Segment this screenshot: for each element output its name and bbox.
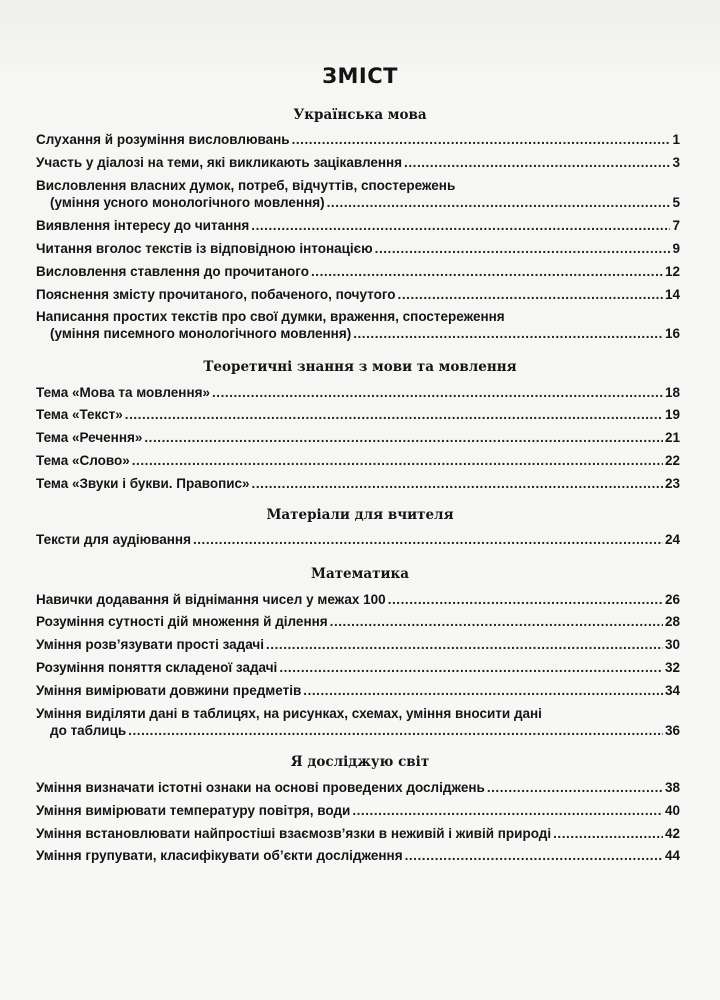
toc-entry[interactable] bbox=[36, 591, 680, 608]
dot-leader bbox=[404, 154, 670, 171]
page-title: ЗМІСТ bbox=[322, 64, 398, 88]
toc-entry[interactable] bbox=[36, 682, 680, 699]
toc-entry-text: Тема «Речення» bbox=[36, 430, 143, 445]
dot-leader bbox=[212, 384, 663, 401]
dot-leader bbox=[193, 531, 663, 548]
toc-entry-page: 32 bbox=[664, 660, 680, 675]
section-heading: Українська мова bbox=[293, 107, 427, 123]
toc-entry-page: 30 bbox=[664, 637, 680, 652]
toc-entry-text: Розуміння поняття складеної задачі bbox=[36, 660, 278, 675]
dot-leader bbox=[352, 802, 663, 819]
dot-leader bbox=[311, 263, 663, 280]
toc-entry[interactable] bbox=[36, 263, 680, 280]
section-heading: Матеріали для вчителя bbox=[266, 507, 454, 523]
toc-entry-page: 40 bbox=[664, 803, 680, 818]
section-heading: Теоретичні знання з мови та мовлення bbox=[203, 359, 517, 375]
toc-entry-page: 21 bbox=[664, 430, 680, 445]
toc-entry-page: 42 bbox=[664, 826, 680, 841]
toc-entry[interactable] bbox=[36, 154, 680, 171]
toc-entry-text: Навички додавання й віднімання чисел у межах 100 bbox=[36, 592, 386, 607]
toc-entry-text-line1: Написання простих текстів про свої думки, враження, спостереження bbox=[36, 309, 505, 324]
dot-leader bbox=[330, 613, 663, 630]
dot-leader bbox=[327, 194, 671, 211]
toc-entry[interactable] bbox=[36, 847, 680, 864]
toc-entry-text: до таблиць bbox=[50, 723, 127, 738]
toc-entry[interactable] bbox=[36, 406, 680, 423]
dot-leader bbox=[303, 682, 663, 699]
toc-entry-text: Тема «Мова та мовлення» bbox=[36, 385, 210, 400]
toc-entry[interactable] bbox=[36, 240, 680, 257]
dot-leader bbox=[252, 475, 663, 492]
toc-entry-page: 36 bbox=[664, 723, 680, 738]
toc-entry-page: 38 bbox=[664, 780, 680, 795]
toc-entry[interactable] bbox=[36, 131, 680, 148]
dot-leader bbox=[487, 779, 663, 796]
dot-leader bbox=[279, 659, 663, 676]
dot-leader bbox=[353, 325, 663, 342]
toc-entry-page: 12 bbox=[664, 264, 680, 279]
toc-entry-text: Пояснення змісту прочитаного, побаченого, почутого bbox=[36, 287, 396, 302]
dot-leader bbox=[266, 636, 663, 653]
toc-entry-page: 34 bbox=[664, 683, 680, 698]
toc-entry[interactable] bbox=[36, 217, 680, 234]
toc-entry-page: 9 bbox=[672, 241, 680, 256]
toc-entry-page: 5 bbox=[672, 195, 680, 210]
toc-entry[interactable] bbox=[36, 779, 680, 796]
toc-entry-text-line1: Уміння виділяти дані в таблицях, на рисунках, схемах, уміння вносити дані bbox=[36, 706, 542, 721]
toc-entry[interactable] bbox=[36, 475, 680, 492]
toc-entry-page: 44 bbox=[664, 848, 680, 863]
toc-entry-text: Розуміння сутності дій множення й ділення bbox=[36, 614, 328, 629]
toc-entry-text: Читання вголос текстів із відповідною інтонацією bbox=[36, 241, 373, 256]
toc-entry-text: Виявлення інтересу до читання bbox=[36, 218, 250, 233]
toc-entry[interactable] bbox=[36, 177, 680, 211]
toc-entry-page: 26 bbox=[664, 592, 680, 607]
toc-entry-text: (уміння усного монологічного мовлення) bbox=[50, 195, 325, 210]
toc-entry-text: Участь у діалозі на теми, які викликають зацікавлення bbox=[36, 155, 403, 170]
section-heading: Математика bbox=[311, 566, 409, 582]
toc-entry-page: 7 bbox=[672, 218, 680, 233]
toc-entry[interactable] bbox=[36, 429, 680, 446]
toc-entry[interactable] bbox=[36, 452, 680, 469]
dot-leader bbox=[553, 825, 663, 842]
toc-entry-text: Уміння визначати істотні ознаки на основі проведених досліджень bbox=[36, 780, 485, 795]
toc-entry[interactable] bbox=[36, 384, 680, 401]
toc-entry-text: Слухання й розуміння висловлювань bbox=[36, 132, 290, 147]
toc-entry[interactable] bbox=[36, 659, 680, 676]
dot-leader bbox=[375, 240, 671, 257]
section-heading: Я досліджую світ bbox=[290, 754, 430, 770]
dot-leader bbox=[128, 722, 663, 739]
toc-entry-text: Уміння встановлювати найпростіші взаємозв’язки в неживій і живій природі bbox=[36, 826, 552, 841]
dot-leader bbox=[398, 286, 663, 303]
toc-entry-page: 19 bbox=[664, 407, 680, 422]
toc-entry-page: 18 bbox=[664, 385, 680, 400]
toc-entry-text-line1: Висловлення власних думок, потреб, відчуттів, спостережень bbox=[36, 178, 456, 193]
toc-entry[interactable] bbox=[36, 705, 680, 739]
toc-entry[interactable] bbox=[36, 613, 680, 630]
toc-entry[interactable] bbox=[36, 286, 680, 303]
toc-entry-page: 23 bbox=[664, 476, 680, 491]
dot-leader bbox=[292, 131, 671, 148]
toc-entry[interactable] bbox=[36, 531, 680, 548]
toc-entry-text: Уміння вимірювати довжини предметів bbox=[36, 683, 302, 698]
toc-entry-page: 14 bbox=[664, 287, 680, 302]
toc-entry-page: 3 bbox=[672, 155, 680, 170]
toc-entry-text: Тексти для аудіювання bbox=[36, 532, 191, 547]
toc-entry-page: 22 bbox=[664, 453, 680, 468]
toc-entry-page: 1 bbox=[672, 132, 680, 147]
dot-leader bbox=[125, 406, 663, 423]
toc-entry-text: Тема «Текст» bbox=[36, 407, 123, 422]
toc-entry[interactable] bbox=[36, 636, 680, 653]
toc-entry-page: 28 bbox=[664, 614, 680, 629]
toc-entry[interactable] bbox=[36, 802, 680, 819]
toc-entry-text: Уміння вимірювати температуру повітря, води bbox=[36, 803, 351, 818]
toc-entry[interactable] bbox=[36, 825, 680, 842]
toc-entry-text: Тема «Слово» bbox=[36, 453, 130, 468]
toc-entry-text: Уміння групувати, класифікувати об’єкти дослідження bbox=[36, 848, 403, 863]
dot-leader bbox=[251, 217, 670, 234]
toc-entry-page: 24 bbox=[664, 532, 680, 547]
toc-entry-text: Висловлення ставлення до прочитаного bbox=[36, 264, 309, 279]
dot-leader bbox=[405, 847, 663, 864]
toc-entry-page: 16 bbox=[664, 326, 680, 341]
dot-leader bbox=[144, 429, 663, 446]
toc-entry-text: Тема «Звуки і букви. Правопис» bbox=[36, 476, 250, 491]
dot-leader bbox=[388, 591, 663, 608]
dot-leader bbox=[132, 452, 663, 469]
toc-entry-text: Уміння розв’язувати прості задачі bbox=[36, 637, 264, 652]
toc-entry[interactable] bbox=[36, 308, 680, 342]
toc-entry-text: (уміння писемного монологічного мовлення) bbox=[50, 326, 352, 341]
